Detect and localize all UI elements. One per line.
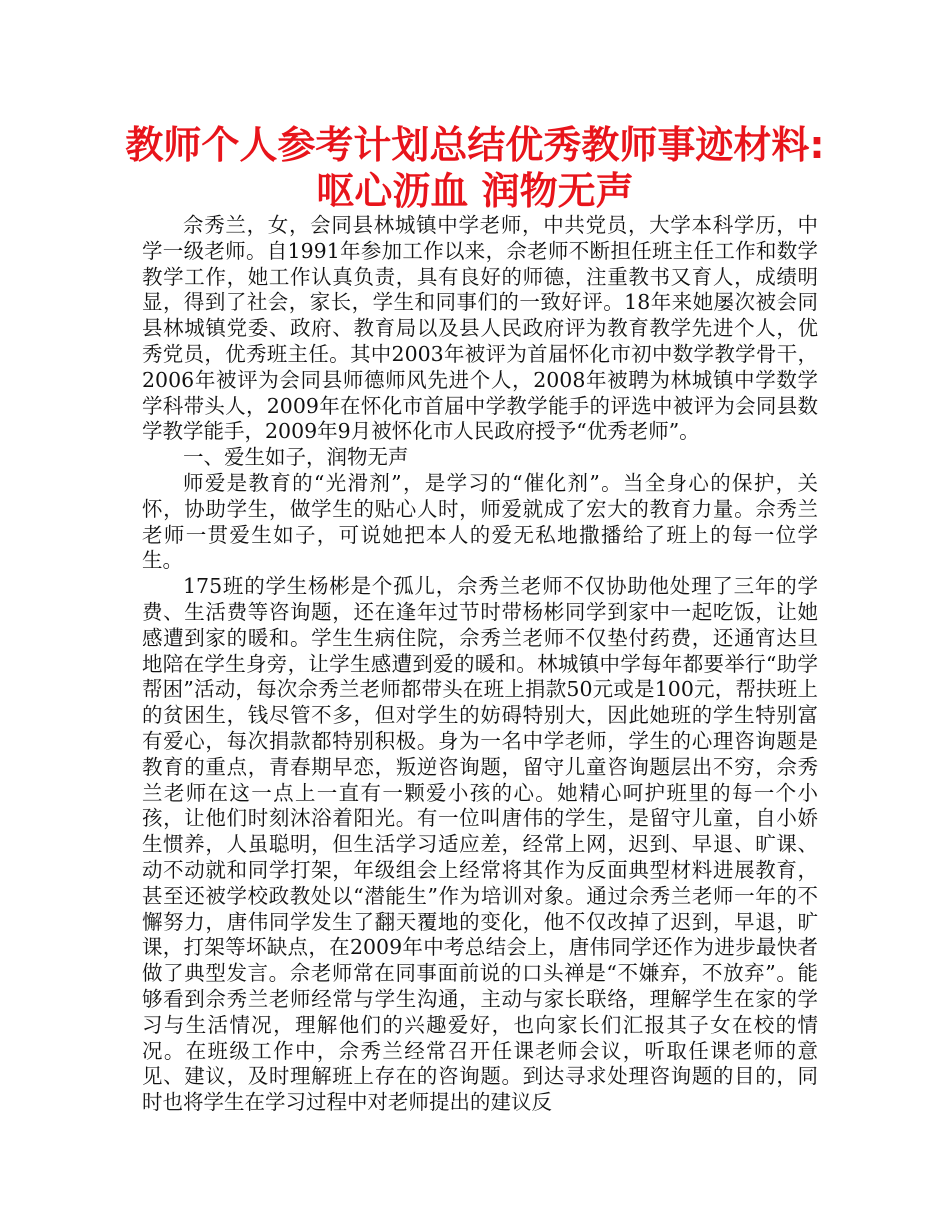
document-title-line-1: 教师个人参考计划总结优秀教师事迹材料:: [125, 123, 825, 167]
body-paragraph: 师爱是教育的“光滑剂”，是学习的“催化剂”。当全身心的保护，关怀，协助学生，做学生的贴心人时，师爱就成了宏大的教育力量。佘秀兰老师一贯爱生如子，可说她把本人的爱无私地撒播给了班上的每一位学生。: [142, 470, 818, 573]
document-body: [142, 213, 818, 1116]
intro-paragraph: 佘秀兰，女，会同县林城镇中学老师，中共党员，大学本科学历，中学一级老师。自1991年参加工作以来，佘老师不断担任班主任工作和数学教学工作，她工作认真负责，具有良好的师德，注重教书又育人，成绩明显，得到了社会，家长，学生和同事们的一致好评。18年来她屡次被会同县林城镇党委、政府、教育局以及县人民政府评为教育教学先进个人，优秀党员，优秀班主任。其中2003年被评为首届怀化市初中数学教学骨干，2006年被评为会同县师德师风先进个人，2008年被聘为林城镇中学数学学科带头人，2009年在怀化市首届中学教学能手的评选中被评为会同县数学教学能手，2009年9月被怀化市人民政府授予“优秀老师”。: [142, 213, 818, 444]
document-title-line-2: 呕心沥血 润物无声: [316, 169, 634, 213]
body-paragraph: 175班的学生杨彬是个孤儿，佘秀兰老师不仅协助他处理了三年的学费、生活费等咨询题，还在逢年过节时带杨彬同学到家中一起吃饭，让她感遭到家的暖和。学生生病住院，佘秀兰老师不仅垫付药费，还通宵达旦地陪在学生身旁，让学生感遭到爱的暖和。林城镇中学每年都要举行“助学帮困”活动，每次佘秀兰老师都带头在班上捐款50元或是100元，帮扶班上的贫困生，钱尽管不多，但对学生的妨碍特别大，因此她班的学生特别富有爱心，每次捐款都特别积极。身为一名中学老师，学生的心理咨询题是教育的重点，青春期早恋，叛逆咨询题，留守儿童咨询题层出不穷，佘秀兰老师在这一点上一直有一颗爱小孩的心。她精心呵护班里的每一个小孩，让他们时刻沐浴着阳光。有一位叫唐伟的学生，是留守儿童，自小娇生惯养，人虽聪明，但生活学习适应差，经常上网，迟到、早退、旷课、动不动就和同学打架，年级组会上经常将其作为反面典型材料进展教育，甚至还被学校政教处以“潜能生”作为培训对象。通过佘秀兰老师一年的不懈努力，唐伟同学发生了翻天覆地的变化，他不仅改掉了迟到，早退，旷课，打架等坏缺点，在2009年中考总结会上，唐伟同学还作为进步最快者做了典型发言。佘老师常在同事面前说的口头禅是“不嫌弃，不放弃”。能够看到佘秀兰老师经常与学生沟通，主动与家长联络，理解学生在家的学习与生活情况，理解他们的兴趣爱好，也向家长们汇报其子女在校的情况。在班级工作中，佘秀兰经常召开任课老师会议，听取任课老师的意见、建议，及时理解班上存在的咨询题。到达寻求处理咨询题的目的，同时也将学生在学习过程中对老师提出的建议反: [142, 574, 818, 1115]
section-heading: 一、爱生如子，润物无声: [183, 445, 409, 470]
